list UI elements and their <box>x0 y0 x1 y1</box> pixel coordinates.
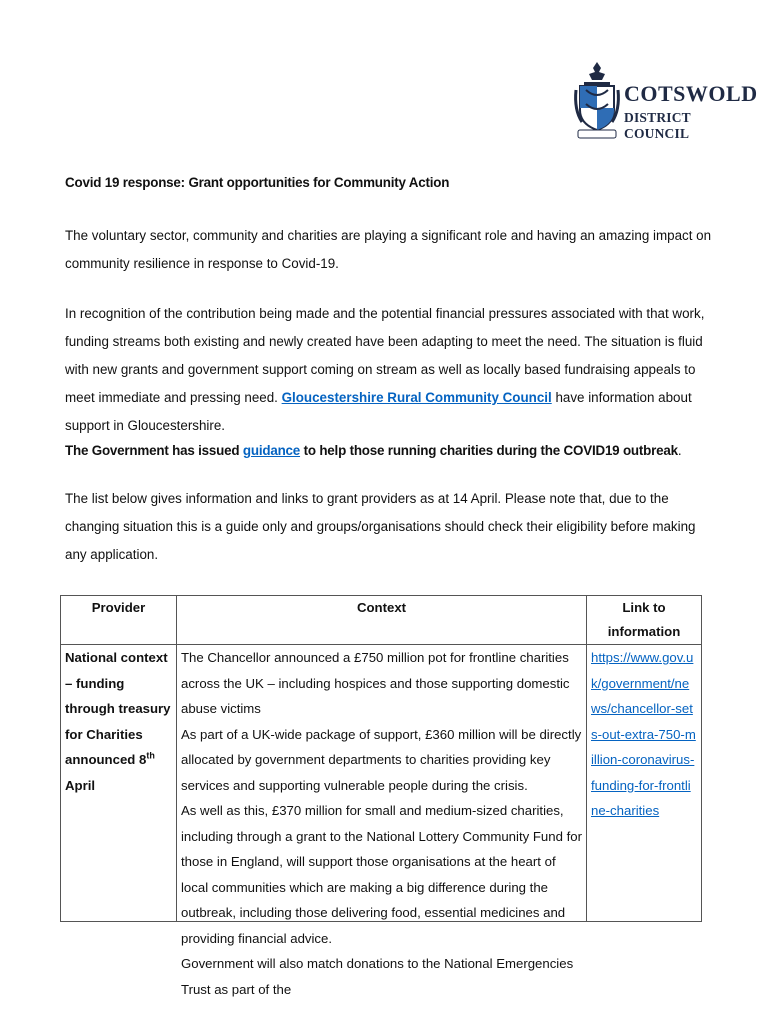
table-header-row <box>61 596 702 645</box>
recognition-paragraph <box>65 300 715 440</box>
recognition-after-text: have information about support in Gloucestershire. <box>65 390 692 433</box>
provider-name: National context – funding through treasury for Charities announced 8 <box>65 650 171 767</box>
guidance-before-text: The Government has issued <box>65 443 243 458</box>
grcc-link[interactable]: Gloucestershire Rural Community Council <box>281 390 552 405</box>
context-line: The Chancellor announced a £750 million pot for frontline charities across the UK – including hospices and those supporting domestic abuse victims <box>181 650 570 716</box>
document-title: Covid 19 response: Grant opportunities for Community Action <box>65 175 450 190</box>
context-line: Government will also match donations to the National Emergencies Trust as part of the <box>181 956 574 997</box>
recognition-text: In recognition of the contribution being made and the potential financial pressures associated with that work, funding streams both existing and newly created have been adapting to meet the need. The situation is fluid with new grants and government support coming on stream as well as locally based fundraising appeals to meet immediate and pressing need. <box>65 306 705 405</box>
provider-superscript: th <box>146 750 155 761</box>
header-link: Link to information <box>587 596 702 645</box>
guidance-after-text: to help those running charities during the COVID19 outbreak <box>300 443 678 458</box>
council-crest-icon <box>574 60 620 140</box>
list-note-paragraph: The list below gives information and links to grant providers as at 14 April. Please note that, due to the changing situation this is a guide only and groups/organisations should check their eligibility before making any application. <box>65 491 696 562</box>
org-subtitle: DISTRICT COUNCIL <box>624 110 691 141</box>
guidance-link[interactable]: guidance <box>242 443 301 458</box>
header-provider: Provider <box>61 596 177 645</box>
header-context: Context <box>177 596 587 645</box>
link-cell <box>587 645 702 922</box>
context-line: As well as this, £370 million for small and medium-sized charities, including through a grant to the National Lottery Community Fund for those in England, will support those organisations at the heart of local communities which are making a big difference during the outbreak, including those delivering food, essential medicines and providing financial advice. <box>181 803 582 946</box>
guidance-end-text: . <box>677 443 682 458</box>
intro-paragraph: The voluntary sector, community and charities are playing a significant role and having an amazing impact on community resilience in response to Covid-19. <box>65 228 712 271</box>
provider-name-end: April <box>65 777 96 793</box>
context-cell <box>177 645 587 997</box>
context-line: As part of a UK-wide package of support, £360 million will be directly allocated by government departments to charities providing key services and supporting vulnerable people during the crisis. <box>181 726 582 793</box>
government-guidance-paragraph <box>65 437 715 465</box>
council-logo <box>574 60 758 142</box>
provider-cell <box>61 645 177 922</box>
grant-providers-table <box>60 595 702 997</box>
org-name: COTSWOLD <box>624 81 758 106</box>
table-row <box>61 645 702 922</box>
gov-uk-link[interactable]: https://www.gov.uk/government/news/chancellor-sets-out-extra-750-million-coronavirus-funding-for-frontline-charities <box>591 650 696 818</box>
